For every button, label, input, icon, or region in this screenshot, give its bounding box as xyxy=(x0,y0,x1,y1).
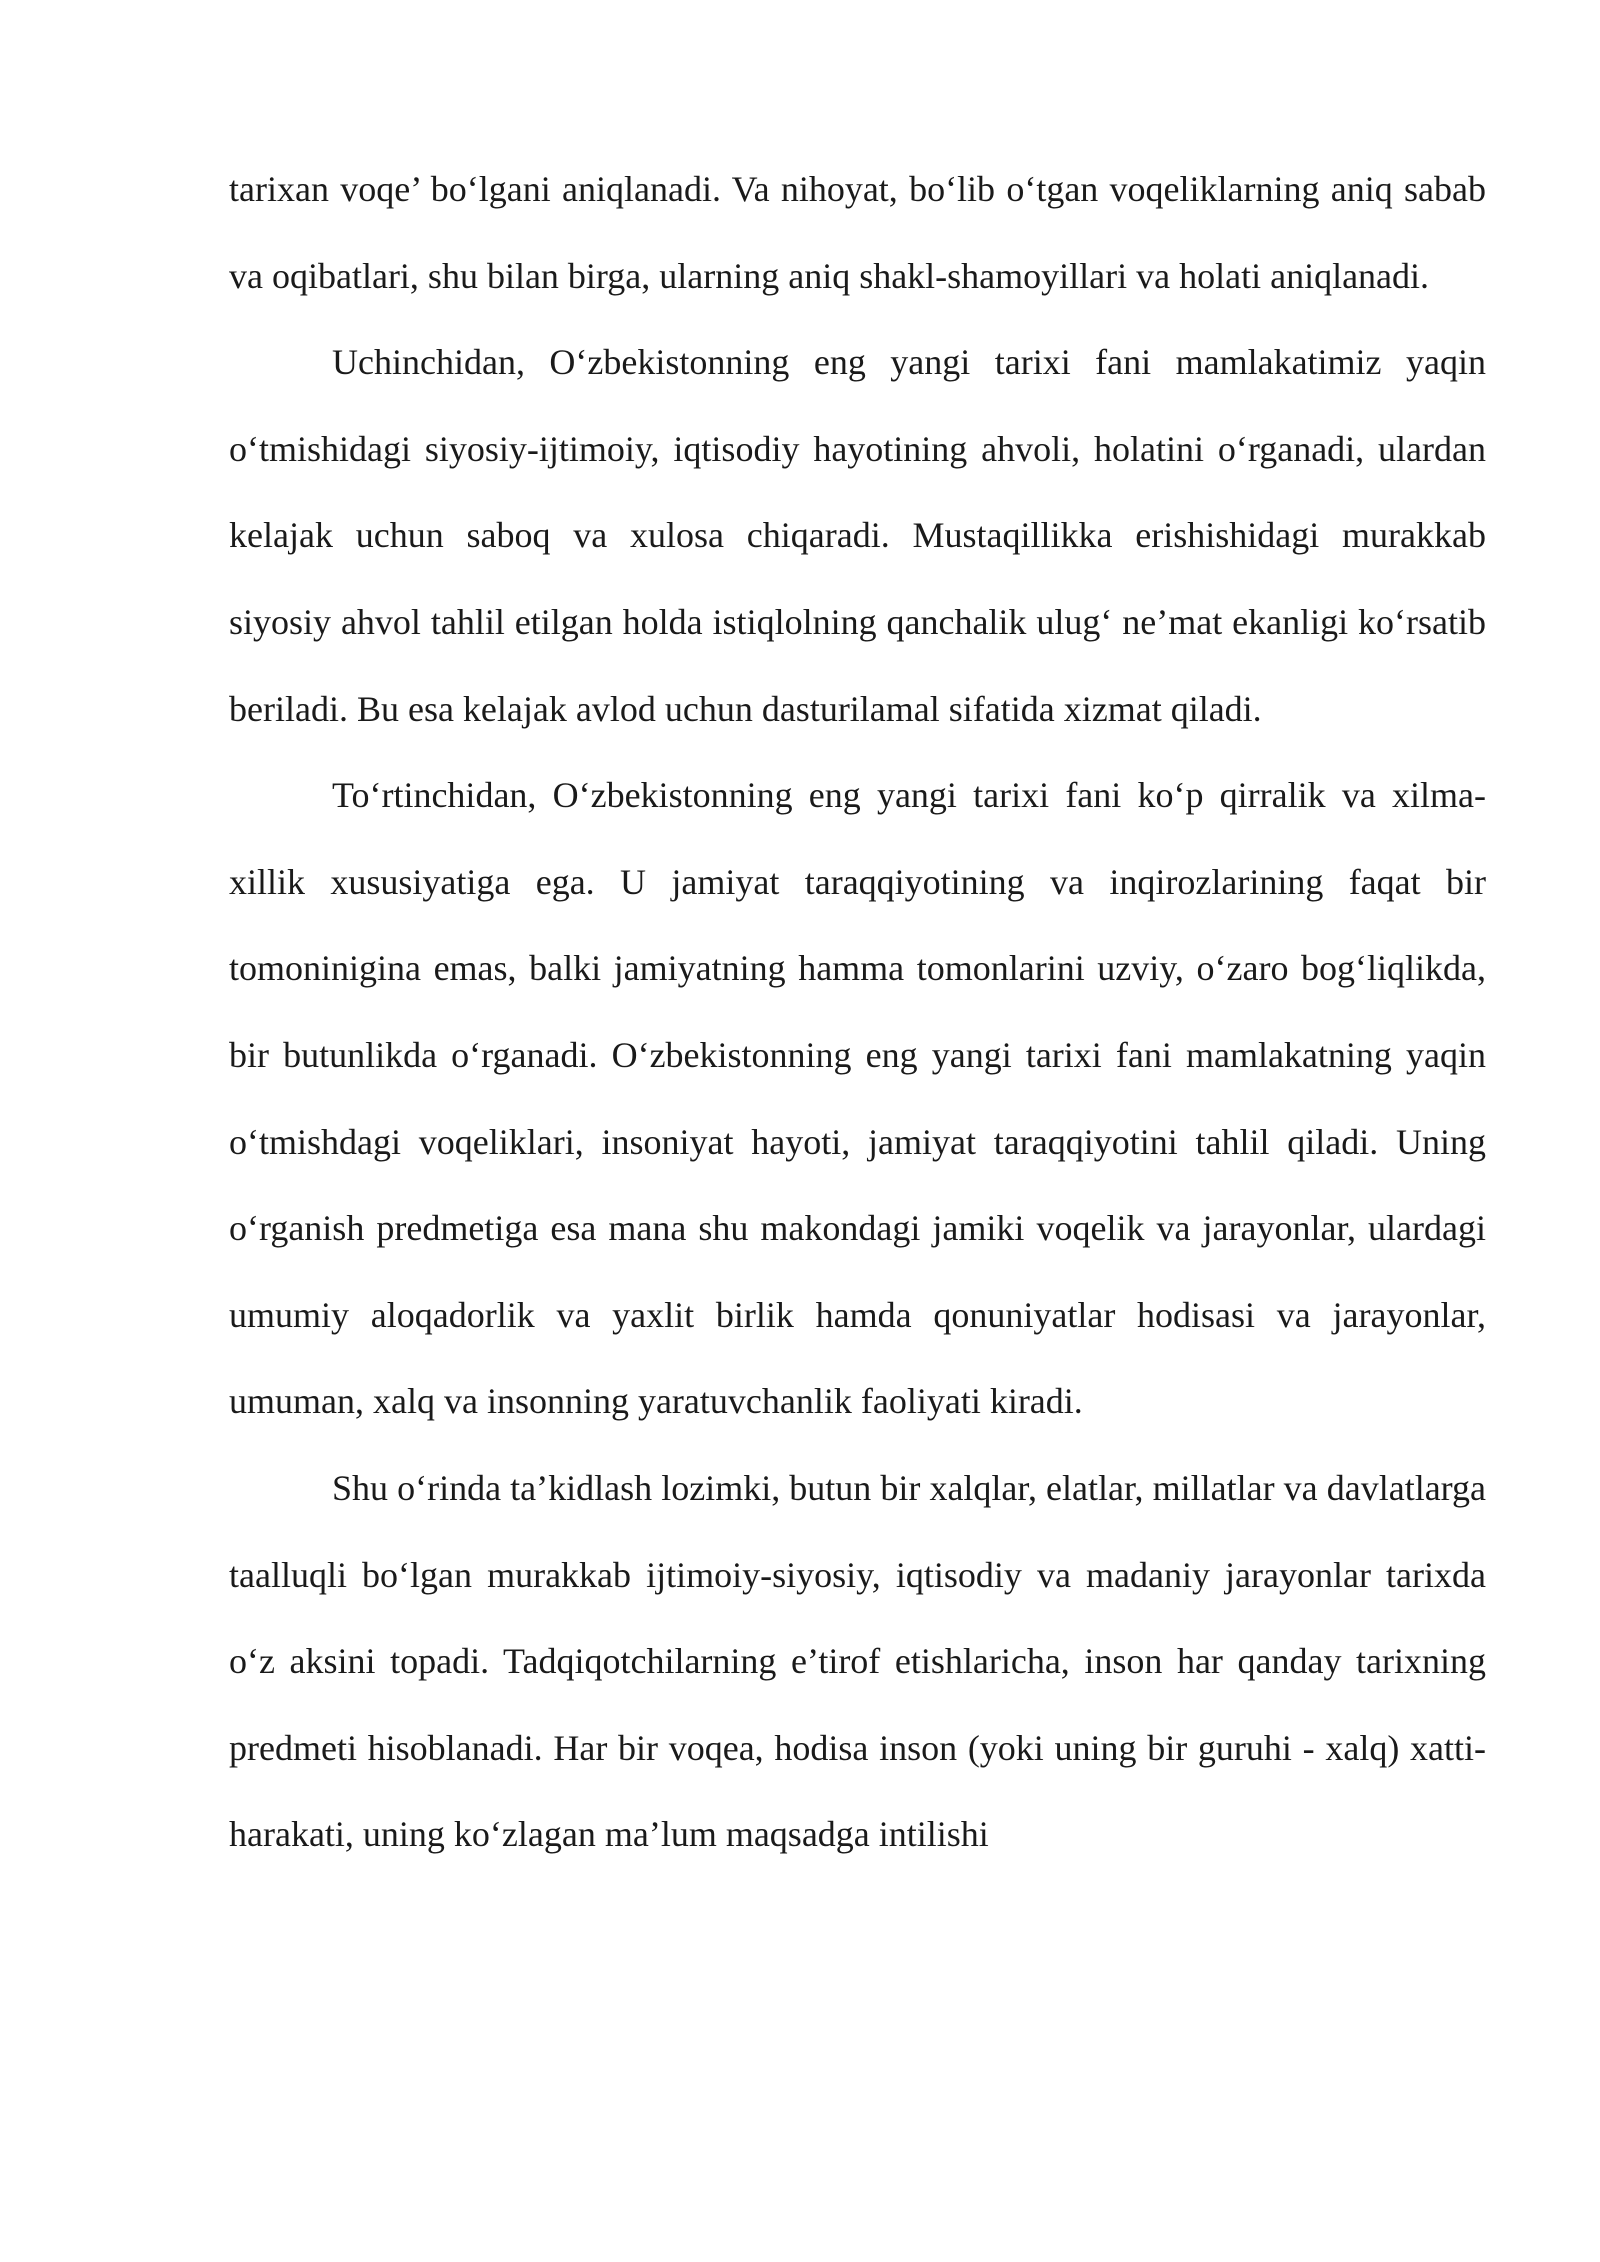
paragraph-2: Uchinchidan, O‘zbekistonning eng yangi tarixi fani mamlakatimiz yaqin o‘tmishidagi siyosiy-ijtimoiy, iqtisodiy hayotining ahvoli, holatini o‘rganadi, ulardan kelajak uchun saboq va xulosa chiqaradi. Mustaqillikka erishishidagi murakkab siyosiy ahvol tahlil etilgan holda istiqlolning qanchalik ulug‘ ne’mat ekanligi ko‘rsatib beriladi. Bu esa kelajak avlod uchun dasturilamal sifatida xizmat qiladi. xyxy=(229,342,1486,729)
paragraph-4: Shu o‘rinda ta’kidlash lozimki, butun bir xalqlar, elatlar, millatlar va davlatlarga taalluqli bo‘lgan murakkab ijtimoiy-siyosiy, iqtisodiy va madaniy jarayonlar tarixda o‘z aksini topadi. Tadqiqotchilarning e’tirof etishlaricha, inson har qanday tarixning predmeti hisoblanadi. Har bir voqea, hodisa inson (yoki uning bir guruhi - xalq) xatti-harakati, uning ko‘zlagan ma’lum maqsadga intilishi xyxy=(229,1467,1486,1855)
paragraph-1: tarixan voqe’ bo‘lgani aniqlanadi. Va nihoyat, bo‘lib o‘tgan voqeliklarning aniq sabab va oqibatlari, shu bilan birga, ularning aniq shakl-shamoyillari va holati aniqlanadi. xyxy=(229,169,1486,296)
paragraph-3: To‘rtinchidan, O‘zbekistonning eng yangi tarixi fani ko‘p qirralik va xilma-xillik xususiyatiga ega. U jamiyat taraqqiyotining va inqirozlarining faqat bir tomoninigina emas, balki jamiyatning hamma tomonlarini uzviy, o‘zaro bog‘liqlikda, bir butunlikda o‘rganadi. O‘zbekistonning eng yangi tarixi fani mamlakatning yaqin o‘tmishdagi voqeliklari, insoniyat hayoti, jamiyat taraqqiyotini tahlil qiladi. Uning o‘rganish predmetiga esa mana shu makondagi jamiki voqelik va jarayonlar, ulardagi umumiy aloqadorlik va yaxlit birlik hamda qonuniyatlar hodisasi va jarayonlar, umuman, xalq va insonning yaratuvchanlik faoliyati kiradi. xyxy=(229,775,1486,1422)
document-body xyxy=(229,146,1486,1878)
